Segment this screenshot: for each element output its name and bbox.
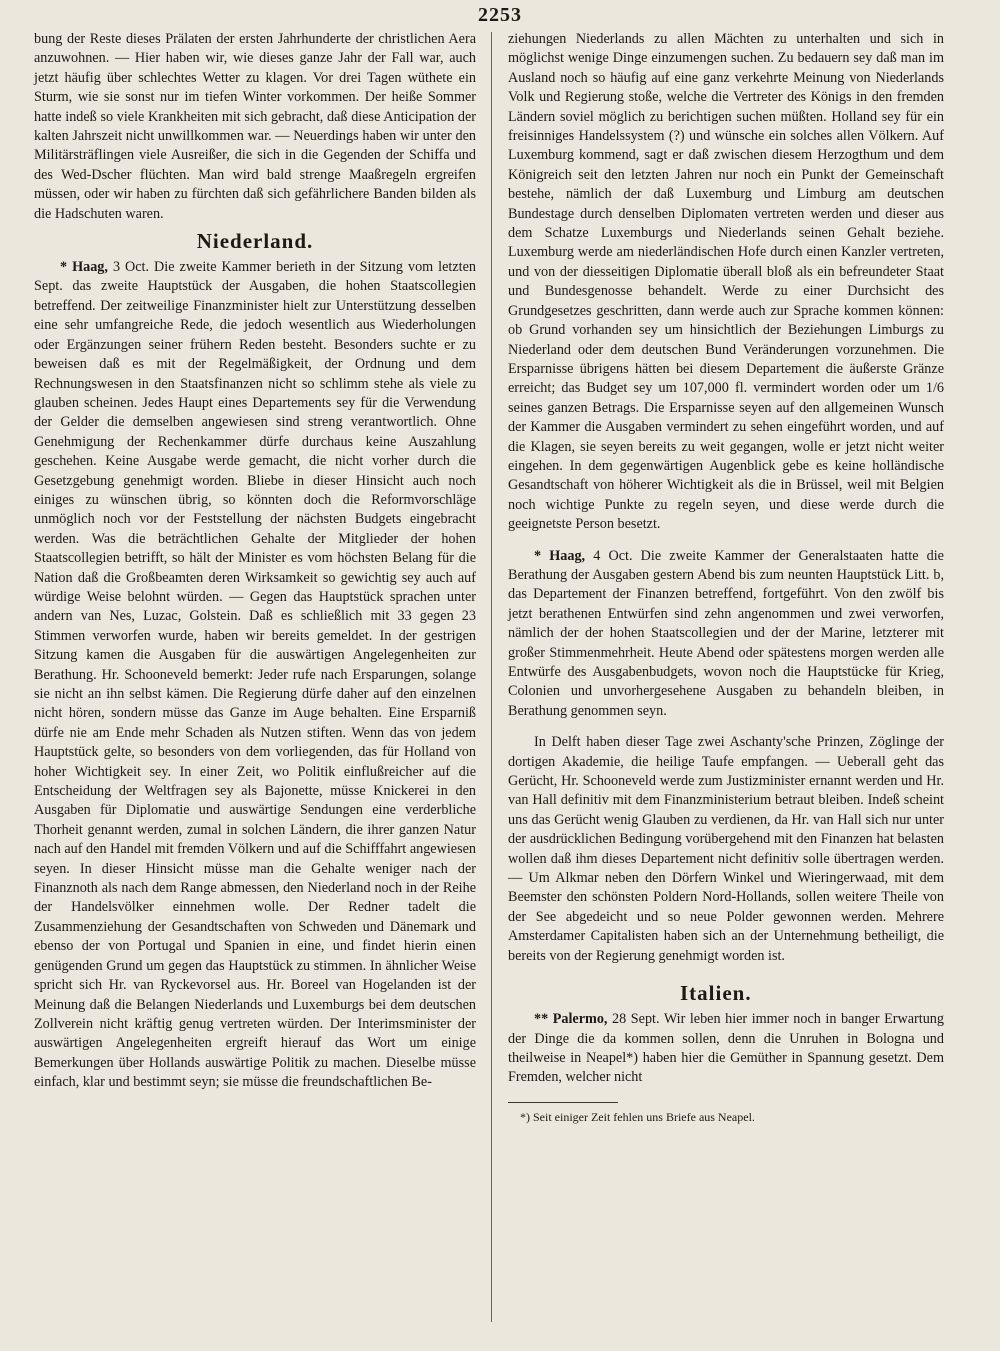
footnote-divider (508, 1102, 618, 1103)
dateline-date: 4 Oct. (585, 547, 641, 564)
article-body: Wir leben hier immer noch in banger Erwartung der Dinge die da kommen sollen, denn die Unruhen in Bologna und theilweise in Neapel*) haben hier die Gemüther in Spannung gesetzt. Dem Fremden, welcher nicht (508, 1011, 944, 1086)
article-haag-4-oct (508, 547, 944, 722)
article-haag-3-oct (34, 258, 476, 1092)
footnote: *) Seit einiger Zeit fehlen uns Briefe aus Neapel. (520, 1109, 755, 1124)
section-heading-italien: Italien. (680, 981, 752, 1006)
dateline-place: ** Palermo, (534, 1011, 608, 1028)
column-divider (491, 32, 492, 1322)
dateline-place: * Haag, (534, 547, 586, 564)
dateline-date: 3 Oct. (107, 259, 155, 276)
article-delft: In Delft haben dieser Tage zwei Aschanty'sche Prinzen, Zöglinge der dortigen Akademie, die heilige Taufe empfangen. — Ueberall geht das Gerücht, Hr. Schooneveld werde zum Justizminister ernannt werden und Hr. van Hall definitiv mit dem Finanzministerium betraut bleiben. Indeß scheint uns das Gerücht wenig Glauben zu verdienen, da Hr. van Hall sich nur unter der ausdrücklichen Bedingung vorübergehend mit den Finanzen hat belasten wollen daß ihm dieses Departement nicht definitiv solle übertragen werden. — Um Alkmar neben den Dörfern Winkel und Wieringerwaad, mit dem Beemster den schönsten Poldern Nord-Hollands, sollen weitere Theile von der See abgedeicht und so neue Polder gewonnen werden. Mehrere Amsterdamer Capitalisten haben sich an der Unternehmung betheiligt, die bereits von der Regierung genehmigt worden ist. (508, 734, 944, 964)
right-column (508, 30, 944, 1125)
section-heading-niederland: Niederland. (196, 229, 314, 254)
article-continuation: bung der Reste dieses Prälaten der ersten Jahrhunderte der christlichen Aera anzuwohnen. — Hier haben wir, wie dieses ganze Jahr der Fall war, auch jetzt häufig über schlechtes Wetter zu klagen. Vor drei Tagen wüthete ein Sturm, wie sie sonst nur im tiefen Winter vorkommen. Der heiße Sommer hatte indeß so viele Krankheiten mit sich gebracht, daß diese Anticipation der kalten Jahrszeit nicht unwillkommen war. — Neuerdings haben wir unter den Militärsträflingen viele Ausreißer, die sich in die Gegenden der Schiffa und des Wed-Dscher flüchten. Man wird bald strenge Maaßregeln ergreifen müssen, oder wir haben zu fürchten daß sich gefährlichere Banden bilden als die Hadschuten waren. (34, 31, 476, 222)
article-continuation: ziehungen Niederlands zu allen Mächten zu unterhalten und sich in möglichst wenige Dinge einzumengen suchen. Zu bedauern sey daß man im Ausland noch so häufig auf eine ganz verkehrte Meinung von Niederlands Volk und Regierung stoße, welche die Vertreter des Königs in den fremden Ländern soviel möglich zu berichtigen suchen müßten. Holland sey für ein freisinniges Handelssystem (?) und wünsche ein solches allen Völkern. Auf Luxemburg kommend, sagt er daß zwischen diesem Herzogthum und dem Königreich seit den letzten Jahren nur noch ein Punkt der Gemeinschaft bestehe, nämlich der daß Luxemburg und Limburg am deutschen Bundestage durch denselben Diplomaten vertreten werden und dieser aus dem Schatze Luxemburgs und Niederlands seinen Gehalt beziehe. Luxemburg werde am niederländischen Hofe durch einen Kanzler vertreten, und von der diesseitigen Diplomatie überall bloß als ein befreundeter Staat und Bundesgenosse behandelt. Werde zu einer Durchsicht des Grundgesetzes geschritten, dann werde auch zur Sprache kommen können: ob Grund vorhanden sey um hinsichtlich der Beziehungen Limburgs zu Niederland oder dem deutschen Bund Veränderungen vorzunehmen. Die Ersparnisse übrigens hätten bei diesem Departement die äußerste Gränze erreicht; das Budget sey um 107,000 fl. vermindert worden oder um 1/6 seines ganzen Betrags. Die Ersparnisse seyen auf den allgemeinen Wunsch der Kammer die Ausgaben vermindert zu sehen eingeführt worden, und auf die Klagen, sie seyen bereits zu weit gegangen, wolle er jetzt nicht weiter eingehen. In dem gegenwärtigen Augenblick gebe es keine holländische Gesandtschaft von höherer Wichtigkeit als die in Brüssel, weil mit Belgien noch wichtige Punkte zu regeln seyen, und diese werde durch die geeignetste Person besetzt. (508, 31, 944, 533)
article-body: Die zweite Kammer der Generalstaaten hatte die Berathung der Ausgaben gestern Abend bis zum neunten Hauptstück Litt. b, das Departement der Finanzen betreffend, fortgeführt. Von den zwölf bis jetzt berathenen Entwürfen sind zehn angenommen und zwei verworfen, nämlich der der hohen Staatscollegien und der der Marine, letzterer mit großer Stimmenmehrheit. Heute Abend oder spätestens morgen werden alle Entwürfe des Ausgabenbudgets, wovon noch die Hauptstücke für Krieg, Colonien und unvorhergesehene Ausgaben zu behandeln bleiben, in Berathung genommen seyn. (508, 547, 944, 719)
article-palermo (508, 1010, 944, 1088)
left-column (34, 30, 476, 1093)
article-body: Die zweite Kammer berieth in der Sitzung vom letzten Sept. das zweite Hauptstück der Ausgaben, die hohen Staatscollegien betreffend. Der zeitweilige Finanzminister hielt zur Unterstützung desselben eine sehr umfangreiche Rede, die jedoch wesentlich aus Wiederholungen oder Ergänzungen seiner frühern Reden besteht. Besonders suchte er zu beweisen daß es mit der Regelmäßigkeit, der Ordnung und dem Rechnungswesen in den Staatsfinanzen nicht so schlimm stehe als viele zu glauben scheinen. Jedes Haupt eines Departements sey für die Verwendung der Gelder die demselben angewiesen sind streng verantwortlich. Ohne Genehmigung der Rechenkammer dürfe durchaus keine Auszahlung geschehen. Keine Ausgabe werde gemacht, die nicht vorher durch die Gesetzgebung genehmigt worden. Bliebe in dieser Hinsicht auch noch einiges zu wünschen übrig, so könnten doch die Reformvorschläge unmöglich noch vor der Feststellung der nächsten Budgets eingebracht werden. Was die beträchtlichen Gehalte der Mitglieder der hohen Staatscollegien betrifft, so hält der Minister es vom höchsten Belang für die Nation daß die Großbeamten deren Wirksamkeit so gewichtig sey auch auf würdige Weise belohnt würden. — Gegen das Hauptstück sprachen unter andern van Nes, Luzac, Golstein. Daß es schließlich mit 33 gegen 23 Stimmen verworfen wurde, haben wir bereits gemeldet. In der gestrigen Sitzung kamen die Ausgaben für die auswärtigen Angelegenheiten zur Berathung. Hr. Schooneveld bemerkt: Jeder rufe nach Ersparungen, solange sie nicht an ihn selbst kämen. Die Regierung dürfe daher auf den einzelnen nicht hören, sondern müsse das Ganze im Auge behalten. Eine Ersparniß dürfe nie am Ende mehr Schaden als Nutzen stiften. Wenn das von jedem Hauptstück gelte, so besonders von dem vorliegenden, das für Holland von hoher Wichtigkeit sey. In einer Zeit, wo Politik einflußreicher auf die Entscheidung der Weltfragen sey als Bajonette, müsse Knickerei in den Ausgaben für Diplomatie und auswärtige Sendungen eine verderbliche Thorheit genannt werden, zumal in solchen Ländern, die ihrer ganzen Natur nach auf den Handel mit fremden Völkern und auf die Schifffahrt angewiesen seyen. In dieser Hinsicht müsse man die Gehalte weniger nach der Finanznoth als nach dem Range abmessen, den Niederland noch in der Reihe der Handelsvölker einnehmen wolle. Der Redner tadelt die Zusammenziehung der Gesandtschaften von Schweden und Dänemark und ebenso der von Portugal und Spanien in eine, und findet hierin einen genügenden Grund um gegen das Hauptstück zu stimmen. In ähnlicher Weise spricht sich Hr. van Ryckevorsel aus. Hr. Boreel van Hogelanden ist der Meinung daß die Belangen Niederlands und Luxemburgs bei dem deutschen Zollverein nicht kräftig genug vertreten würden. Der Interimsminister der auswärtigen Angelegenheiten ergreift hierauf das Wort um einige Bemerkungen über Hollands auswärtige Politik zu machen. Dieselbe müsse einfach, klar und bestimmt seyn; sie müsse die freundschaftlichen Be- (34, 259, 476, 1091)
dateline-date: 28 Sept. (607, 1011, 664, 1028)
dateline-place: * Haag, (60, 259, 108, 276)
page-number: 2253 (478, 4, 522, 26)
